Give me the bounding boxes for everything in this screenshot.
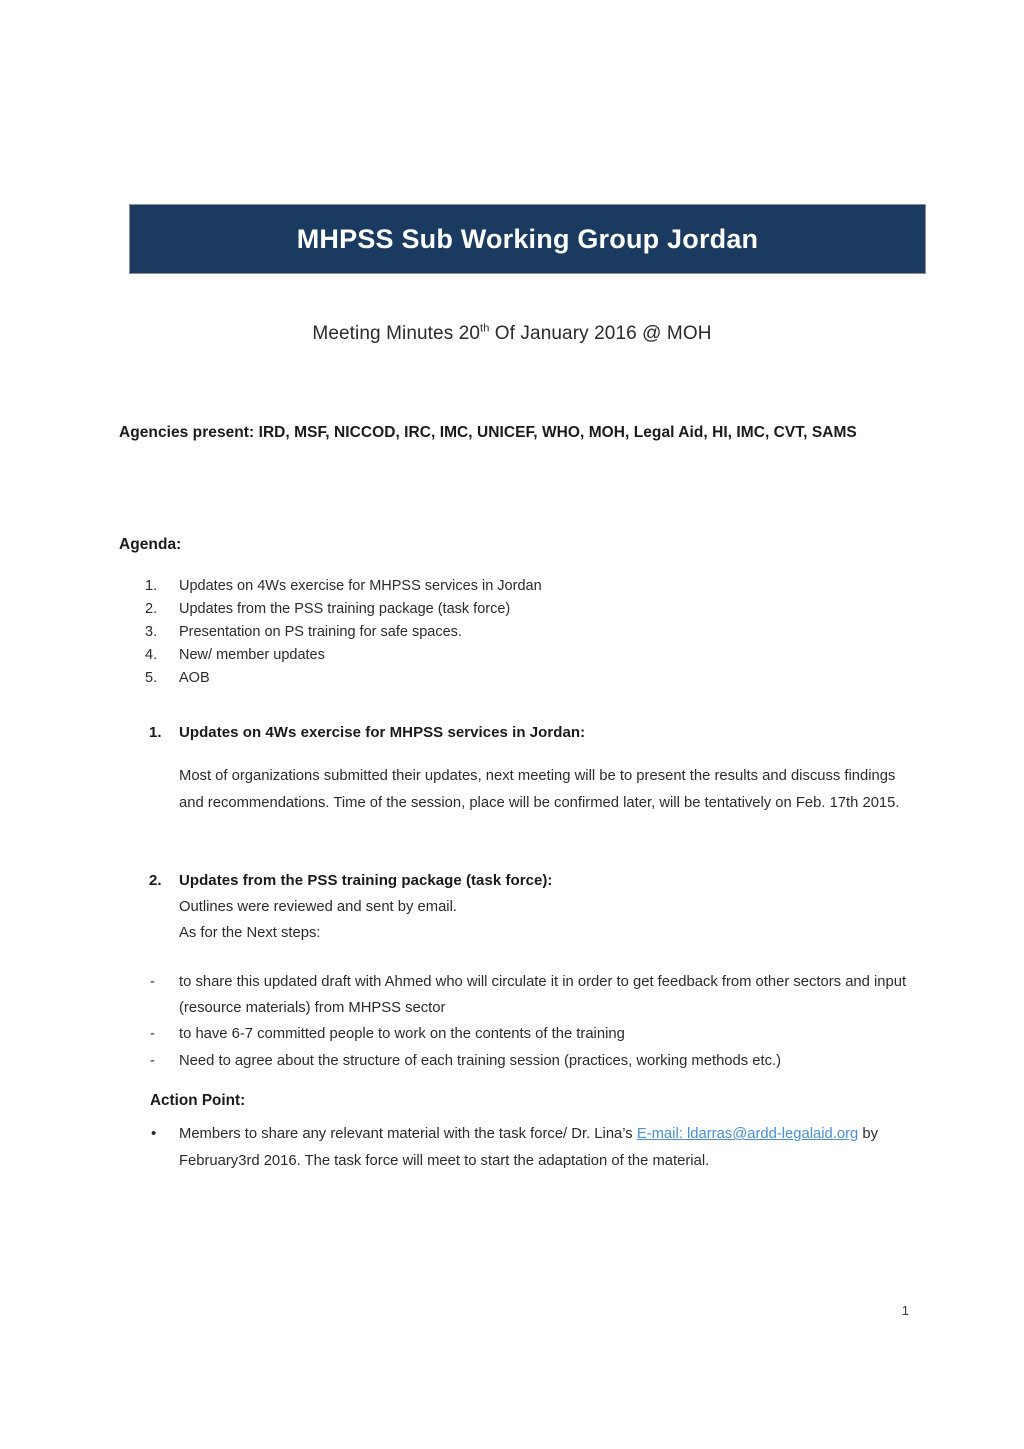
email-link[interactable]: E-mail: ldarras@ardd-legalaid.org xyxy=(636,1126,859,1143)
meeting-subtitle xyxy=(0,323,1024,345)
section-1-heading-text: Updates on 4Ws exercise for MHPSS services in Jordan: xyxy=(179,724,586,742)
section-2-body xyxy=(179,894,907,947)
agenda-item-label: Presentation on PS training for safe spaces. xyxy=(179,624,462,641)
next-steps-item-text: Need to agree about the structure of each training session (practices, working methods etc.) xyxy=(179,1052,782,1069)
agenda-list xyxy=(119,575,909,690)
section-2-line-2: As for the Next steps: xyxy=(179,925,321,942)
next-steps-item xyxy=(119,1021,969,1047)
section-1-paragraph: Most of organizations submitted their updates, next meeting will be to present the results and discuss findings and recommendations. Time of the session, place will be confirmed later, will be tentatively on Feb. 17th 2015. xyxy=(179,768,900,811)
action-point-item xyxy=(119,1121,924,1175)
agenda-list-item xyxy=(119,621,909,644)
section-1 xyxy=(119,724,909,816)
agencies-present-line: Agencies present: IRD, MSF, NICCOD, IRC, IMC, UNICEF, WHO, MOH, Legal Aid, HI, IMC, CVT, SAMS xyxy=(119,424,857,441)
section-1-body xyxy=(179,763,907,816)
agenda-heading: Agenda: xyxy=(119,536,182,554)
agenda-item-number: 4. xyxy=(145,647,158,664)
next-steps-list xyxy=(119,969,909,1074)
dash-marker-icon: - xyxy=(150,1052,155,1069)
agenda-list-item xyxy=(119,644,909,667)
subtitle-text-before: Meeting Minutes 20 xyxy=(312,323,481,344)
agenda-item-label: New/ member updates xyxy=(179,647,325,664)
section-2-heading xyxy=(119,872,909,889)
action-point-list xyxy=(119,1121,909,1175)
agenda-list-item xyxy=(119,575,909,598)
section-2-line-1: Outlines were reviewed and sent by email. xyxy=(179,899,457,916)
next-steps-item xyxy=(119,1048,969,1074)
section-1-heading xyxy=(119,724,909,741)
document-title: MHPSS Sub Working Group Jordan xyxy=(296,223,759,254)
subtitle-text-after: Of January 2016 @ MOH xyxy=(489,323,712,344)
section-2-number: 2. xyxy=(149,872,162,890)
next-steps-item xyxy=(119,969,969,1022)
subtitle-ordinal-suffix: th xyxy=(480,322,490,335)
action-point-text-before: Members to share any relevant material with the task force/ Dr. Lina’s xyxy=(179,1126,637,1143)
title-banner xyxy=(130,205,925,273)
next-steps-item-text: to share this updated draft with Ahmed who will circulate it in order to get feedback from other sectors and input (resource materials) from MHPSS sector xyxy=(179,973,907,1017)
bullet-marker-icon: • xyxy=(151,1125,157,1143)
agenda-list-item xyxy=(119,598,909,621)
agenda-item-number: 2. xyxy=(145,601,158,618)
section-2 xyxy=(119,872,909,1175)
dash-marker-icon: - xyxy=(150,973,155,990)
agenda-item-number: 3. xyxy=(145,624,158,641)
agenda-item-label: Updates on 4Ws exercise for MHPSS services in Jordan xyxy=(179,578,542,595)
agenda-item-label: AOB xyxy=(179,670,210,687)
section-2-heading-text: Updates from the PSS training package (task force): xyxy=(179,872,553,890)
agenda-list-item xyxy=(119,667,909,690)
page-number: 1 xyxy=(901,1303,909,1318)
document-body xyxy=(119,418,909,1175)
agenda-item-number: 1. xyxy=(145,578,158,595)
next-steps-item-text: to have 6-7 committed people to work on the contents of the training xyxy=(179,1026,625,1043)
action-point-text-after: by February3rd 2016. The task force will meet to start the adaptation of the material. xyxy=(179,1126,879,1169)
action-point-heading: Action Point: xyxy=(150,1092,246,1110)
agenda-item-number: 5. xyxy=(145,670,158,687)
dash-marker-icon: - xyxy=(150,1026,155,1043)
agenda-item-label: Updates from the PSS training package (task force) xyxy=(179,601,511,618)
section-1-number: 1. xyxy=(149,724,162,742)
